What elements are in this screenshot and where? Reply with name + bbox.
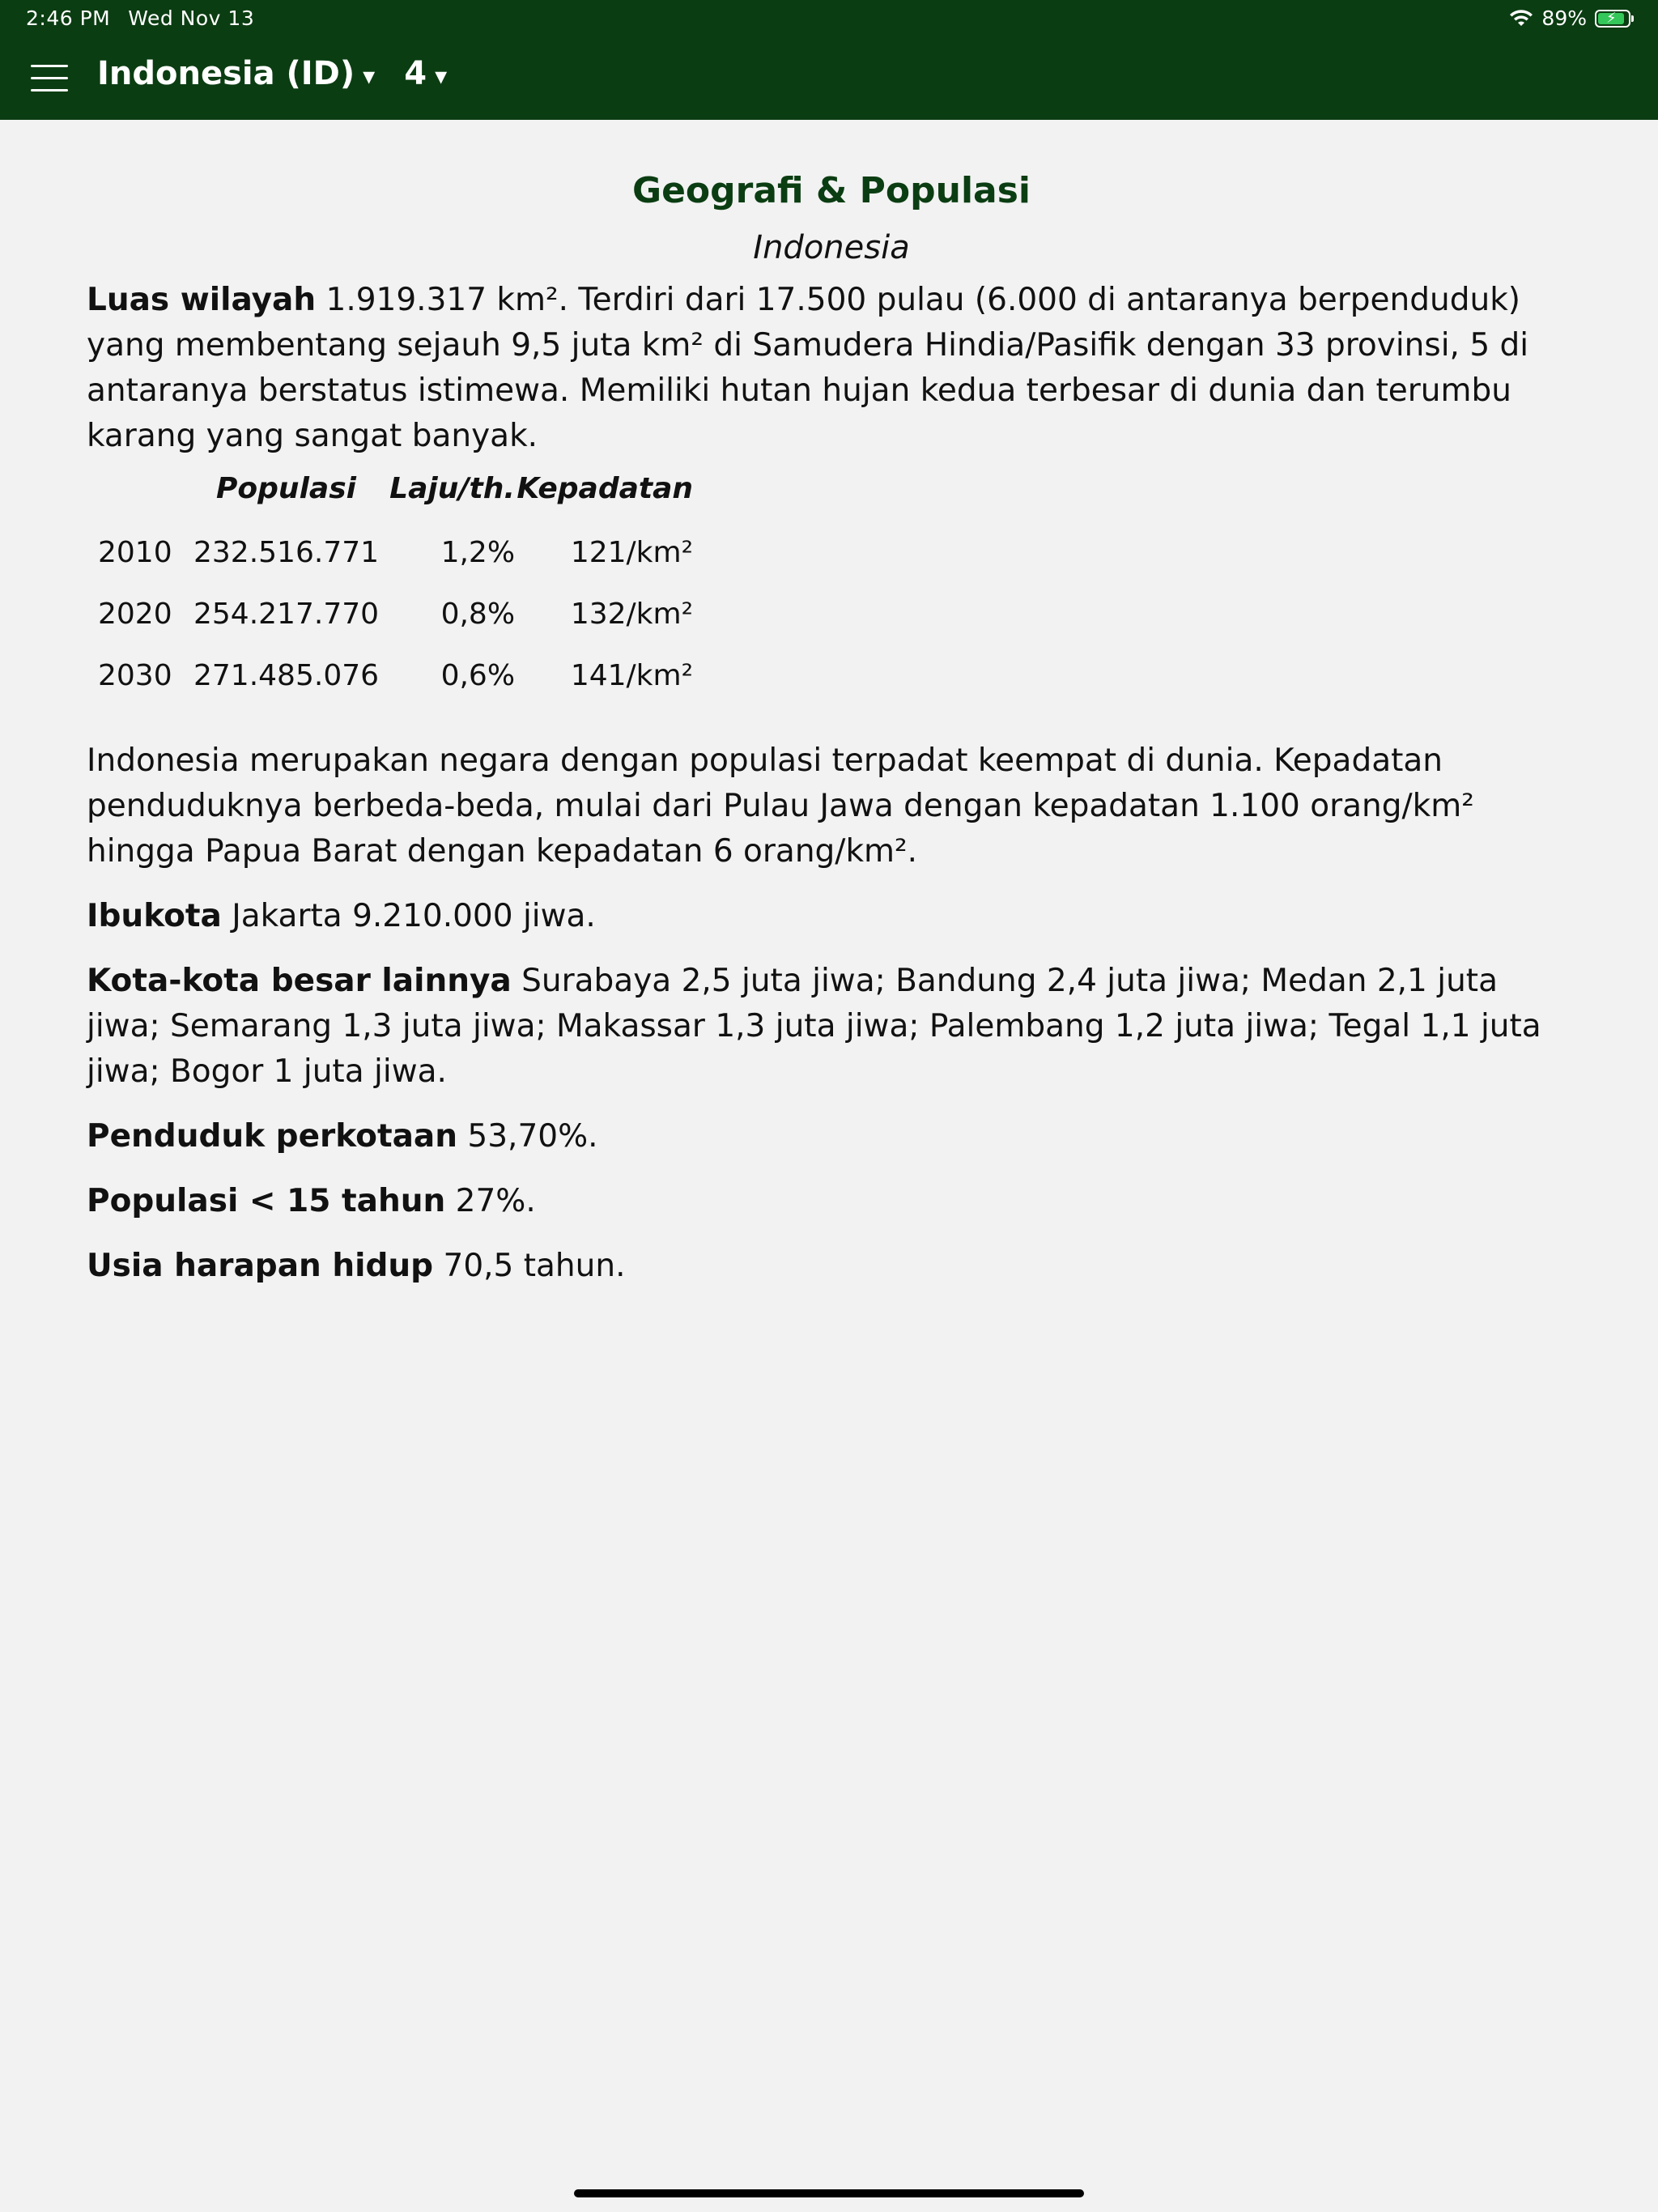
country-selector-label: Indonesia (ID)	[97, 55, 355, 92]
capital-paragraph	[87, 894, 1576, 939]
area-label: Luas wilayah	[87, 282, 317, 318]
table-row	[90, 644, 693, 706]
status-time-date	[26, 6, 254, 30]
table-row	[90, 583, 693, 644]
page-title: Geografi & Populasi	[631, 170, 1031, 211]
table-row	[90, 521, 693, 583]
cell-year: 2010	[98, 535, 172, 569]
wifi-icon	[1509, 10, 1533, 28]
capital-label: Ibukota	[87, 898, 222, 934]
cities-label: Kota-kota besar lainnya	[87, 963, 512, 999]
header-density: Kepadatan	[517, 472, 694, 505]
area-text: 1.919.317 km². Terdiri dari 17.500 pulau (6.000 di antaranya berpenduduk) yang membentang sejauh 9,5 juta km² di Samudera Hindia/Pasifik dengan 33 provinsi, 5 di antaranya berstatus istimewa. Memiliki hutan hujan kedua terbesar di dunia dan terumbu karang yang sangat banyak.	[87, 282, 1529, 454]
life-expectancy-paragraph	[87, 1244, 1576, 1289]
chevron-down-icon: ▾	[435, 62, 448, 91]
cell-rate: 0,6%	[440, 658, 516, 692]
battery-percent: 89%	[1541, 6, 1587, 30]
area-paragraph	[87, 278, 1576, 459]
cell-population: 254.217.770	[193, 597, 380, 631]
life-expectancy-text: 70,5 tahun.	[443, 1248, 626, 1284]
cell-year: 2030	[98, 658, 172, 692]
article	[87, 170, 1576, 1289]
status-time: 2:46 PM	[26, 6, 111, 30]
status-indicators	[1509, 6, 1630, 30]
country-selector[interactable]	[97, 55, 375, 92]
capital-text: Jakarta 9.210.000 jiwa.	[232, 898, 596, 934]
under15-label: Populasi < 15 tahun	[87, 1183, 446, 1219]
cell-population: 271.485.076	[193, 658, 380, 692]
header-population: Populasi	[216, 472, 356, 505]
life-expectancy-label: Usia harapan hidup	[87, 1248, 434, 1284]
page-selector[interactable]	[404, 55, 447, 92]
population-table	[90, 472, 693, 706]
home-indicator[interactable]	[574, 2189, 1084, 2197]
chevron-down-icon: ▾	[363, 62, 376, 91]
cities-paragraph	[87, 959, 1576, 1095]
under15-text: 27%.	[455, 1183, 536, 1219]
cell-density: 141/km²	[570, 658, 694, 692]
cell-population: 232.516.771	[193, 535, 380, 569]
urban-label: Penduduk perkotaan	[87, 1118, 458, 1155]
cell-year: 2020	[98, 597, 172, 631]
urban-text: 53,70%.	[467, 1118, 598, 1155]
page-subtitle: Indonesia	[753, 229, 910, 266]
charging-bolt-icon: ⚡	[1606, 9, 1617, 27]
cell-rate: 0,8%	[440, 597, 516, 631]
header-rate: Laju/th.	[389, 472, 516, 505]
table-header-row	[90, 472, 693, 521]
under15-paragraph	[87, 1179, 1576, 1224]
cities-text: Surabaya 2,5 juta jiwa; Bandung 2,4 juta jiwa; Medan 2,1 juta jiwa; Semarang 1,3 juta jiwa; Makassar 1,3 juta jiwa; Palembang 1,2 juta jiwa; Tegal 1,1 juta jiwa; Bogor 1 juta jiwa.	[87, 963, 1541, 1090]
page-selector-label: 4	[404, 55, 427, 92]
cell-density: 132/km²	[570, 597, 694, 631]
nav-title	[97, 55, 447, 92]
status-date: Wed Nov 13	[128, 6, 255, 30]
battery-icon	[1595, 10, 1630, 28]
cell-density: 121/km²	[570, 535, 694, 569]
hamburger-menu-icon[interactable]	[31, 65, 68, 92]
urban-paragraph	[87, 1114, 1576, 1159]
description-paragraph: Indonesia merupakan negara dengan populasi terpadat keempat di dunia. Kepadatan penduduknya berbeda-beda, mulai dari Pulau Jawa dengan kepadatan 1.100 orang/km² hingga Papua Barat dengan kepadatan 6 orang/km².	[87, 742, 1474, 870]
cell-rate: 1,2%	[440, 535, 516, 569]
top-bar	[0, 0, 1658, 120]
